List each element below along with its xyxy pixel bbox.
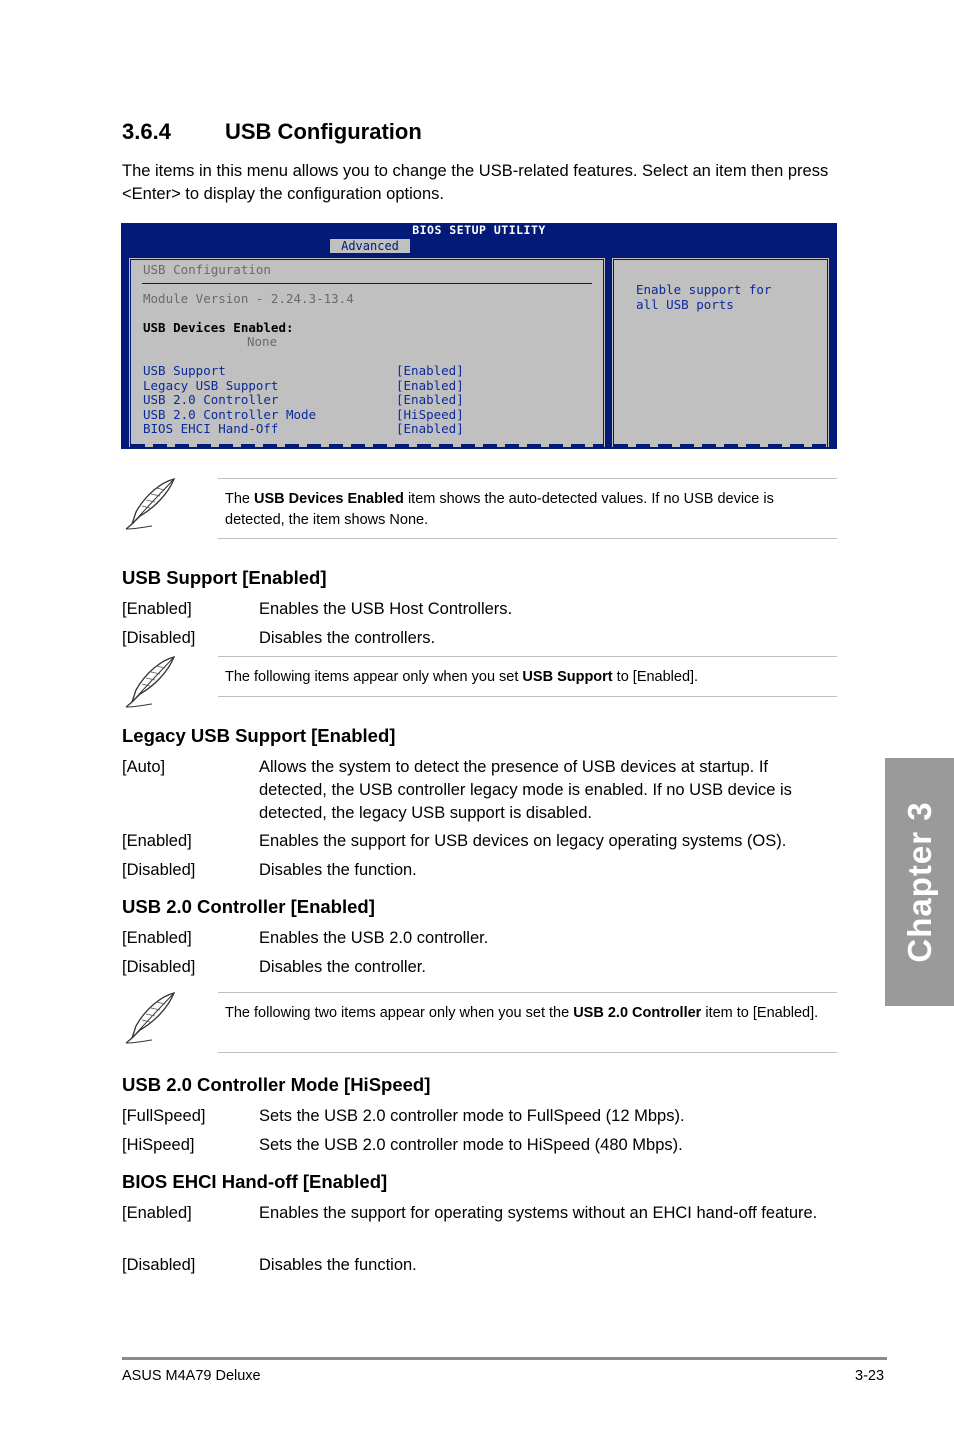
heading-usb20-controller: USB 2.0 Controller [Enabled] [122,896,375,917]
option-description: Disables the function. [259,1256,417,1274]
note-usb20-controller: The following two items appear only when you set the USB 2.0 Controller item to [Enabled]. [225,1005,819,1021]
option-description: Sets the USB 2.0 controller mode to FullSpeed (12 Mbps). [259,1107,685,1125]
bios-item-usb20-controller[interactable]: USB 2.0 Controller [143,392,279,407]
bios-screen [121,223,837,449]
bios-tab-advanced[interactable]: Advanced [330,239,410,253]
bios-header-rule [142,283,592,284]
heading-ehci-handoff: BIOS EHCI Hand-off [Enabled] [122,1171,388,1192]
heading-usb-support: USB Support [Enabled] [122,567,327,588]
option-label: [Disabled] [122,958,196,976]
bios-value-usb-support[interactable]: [Enabled] [396,363,464,378]
option-label: [HiSpeed] [122,1136,195,1154]
quill-pen-icon [122,654,180,710]
option-label: [Enabled] [122,929,192,947]
bios-value-legacy-usb[interactable]: [Enabled] [396,377,464,393]
option-description: Enables the support for USB devices on legacy operating systems (OS). [259,832,787,850]
bios-devices-value: None [247,334,278,349]
bios-body [127,256,831,449]
option-description: Disables the controller. [259,958,426,976]
footer-rule [122,1357,887,1360]
bios-item-usb20-mode[interactable]: USB 2.0 Controller Mode [143,406,317,422]
section-title: USB Configuration [225,119,422,144]
bios-title: BIOS SETUP UTILITY [412,223,546,237]
heading-legacy-usb: Legacy USB Support [Enabled] [122,725,396,746]
option-label: [Enabled] [122,832,192,850]
note-rule [218,696,837,697]
option-label: [Disabled] [122,1256,196,1274]
option-label: [Enabled] [122,1204,192,1222]
bios-value-ehci-handoff[interactable]: [Enabled] [396,421,464,436]
bios-item-usb-support[interactable]: USB Support [143,363,226,378]
chapter-tab [885,758,954,1006]
bios-menu-panel [128,257,606,447]
option-description: Enables the support for operating systems without an EHCI hand-off feature. [259,1204,818,1222]
quill-pen-icon [122,476,180,532]
note-rule [218,1052,837,1053]
footer-page-number: 3-23 [855,1368,885,1384]
quill-pen-icon [122,990,180,1046]
note-rule [218,992,837,993]
bios-right-bottom-border [614,444,827,447]
option-label: [FullSpeed] [122,1107,206,1125]
bios-value-usb20-controller[interactable]: [Enabled] [396,392,464,407]
option-description: Disables the function. [259,861,417,879]
section-number: 3.6.4 [122,119,171,144]
bios-help-panel [611,257,830,447]
note-usb-support: The following items appear only when you set USB Support to [Enabled]. [225,669,699,685]
option-description: Enables the USB Host Controllers. [259,600,513,618]
bios-devices-label: USB Devices Enabled: [143,320,294,335]
bios-value-usb20-mode[interactable]: [HiSpeed] [396,406,464,422]
option-label: [Disabled] [122,629,196,647]
option-description: Enables the USB 2.0 controller. [259,929,489,947]
intro-paragraph: The items in this menu allows you to change the USB-related features. Select an item then press <Enter> to display the configuration options. [122,162,829,203]
bios-menu-header: USB Configuration [143,262,271,277]
section-heading [122,119,422,145]
option-label: [Auto] [122,758,166,776]
bios-module-version: Module Version - 2.24.3-13.4 [143,291,354,306]
note-rule [218,538,837,539]
bios-item-ehci-handoff[interactable]: BIOS EHCI Hand-Off [143,421,279,436]
bios-help-line-1: Enable support for [636,282,772,297]
option-description: Disables the controllers. [259,629,436,647]
note-rule [218,478,837,479]
option-description: Allows the system to detect the presence of USB devices at startup. If detected, the USB controller legacy mode is enabled. If no USB device is detected, the legacy USB support is disabled. [259,758,792,822]
heading-usb20-mode: USB 2.0 Controller Mode [HiSpeed] [122,1074,431,1095]
option-description: Sets the USB 2.0 controller mode to HiSpeed (480 Mbps). [259,1136,683,1154]
note-rule [218,656,837,657]
note-usb-devices: The USB Devices Enabled item shows the auto-detected values. If no USB device is detected, the item shows None. [225,491,774,528]
chapter-tab-label: Chapter 3 [900,801,938,963]
footer-product: ASUS M4A79 Deluxe [122,1368,261,1384]
bios-item-legacy-usb[interactable]: Legacy USB Support [143,377,279,393]
option-label: [Enabled] [122,600,192,618]
bios-left-bottom-border [131,444,603,447]
bios-help-line-2: all USB ports [636,296,734,312]
option-label: [Disabled] [122,861,196,879]
